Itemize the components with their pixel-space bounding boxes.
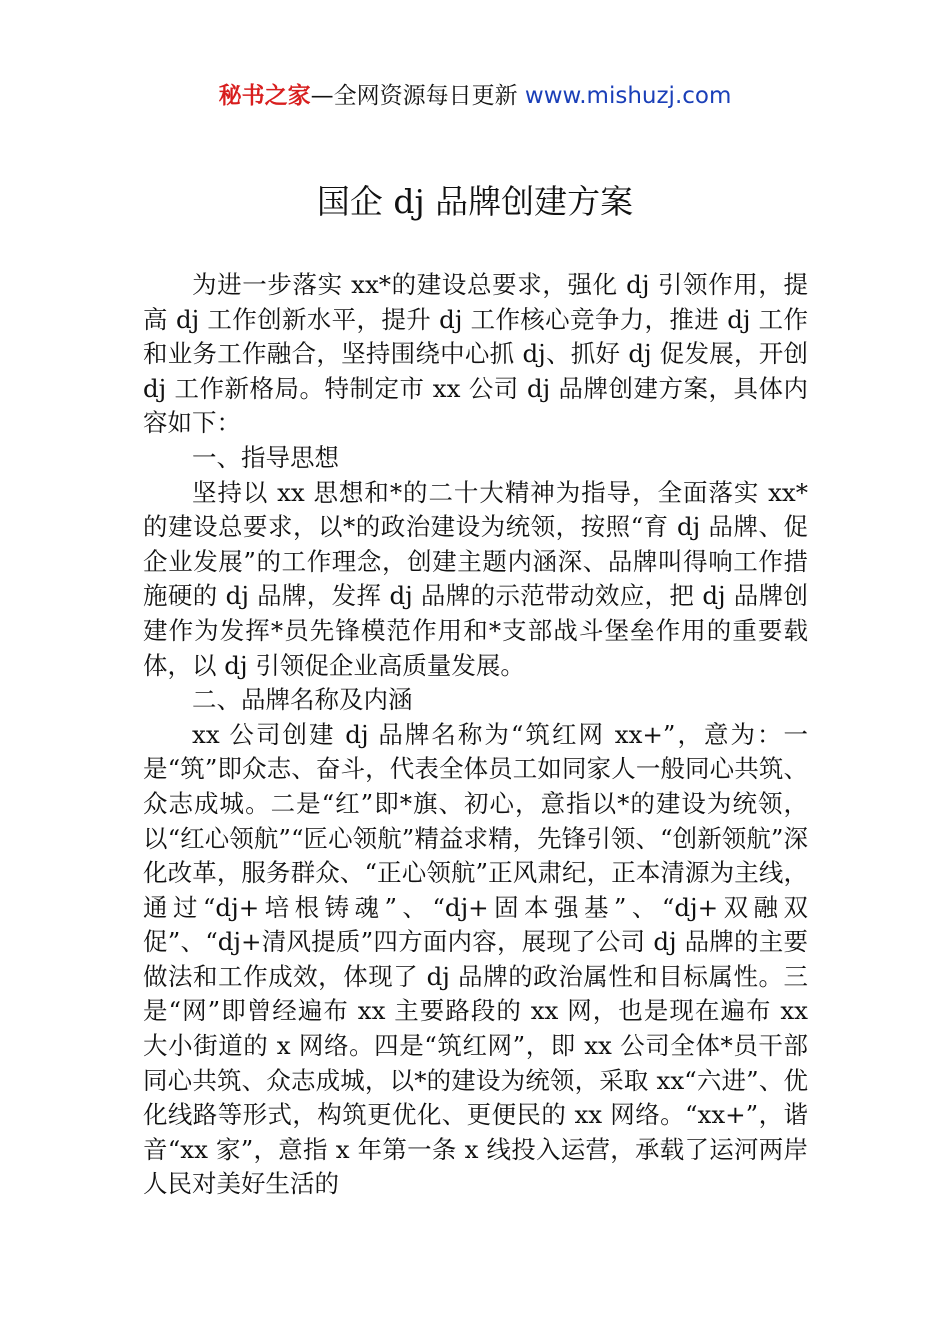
site-tagline: —全网资源每日更新	[310, 83, 525, 109]
guiding-ideology-paragraph: 坚持以 xx 思想和*的二十大精神为指导，全面落实 xx*的建设总要求，以*的政治建设为统领，按照“育 dj 品牌、促企业发展”的工作理念，创建主题内涵深、品牌叫得响工作措施硬的 dj 品牌，发挥 dj 品牌的示范带动效应，把 dj 品牌创建作为发挥*员先锋模范作用和*支部战斗堡垒作用的重要载体，以 dj 引领促企业高质量发展。	[143, 477, 808, 680]
intro-paragraph: 为进一步落实 xx*的建设总要求，强化 dj 引领作用，提高 dj 工作创新水平，提升 dj 工作核心竞争力，推进 dj 工作和业务工作融合，坚持围绕中心抓 dj、抓好 dj 促发展，开创 dj 工作新格局。特制定市 xx 公司 dj 品牌创建方案，具体内容如下：	[143, 270, 808, 438]
document-body	[143, 268, 808, 1202]
section-heading-brand-name: 二、品牌名称及内涵	[192, 685, 413, 715]
brand-name-paragraph: xx 公司创建 dj 品牌名称为“筑红网 xx+”，意为：一是“筑”即众志、奋斗，代表全体员工如同家人一般同心共筑、众志成城。二是“红”即*旗、初心，意指以*的建设为统领，以“红心领航”“匠心领航”精益求精，先锋引领、“创新领航”深化改革，服务群众、“正心领航”正风肃纪，正本清源为主线，通过“dj+培根铸魂”、“dj+固本强基”、“dj+双融双促”、“dj+清风提质”四方面内容，展现了公司 dj 品牌的主要做法和工作成效，体现了 dj 品牌的政治属性和目标属性。三是“网”即曾经遍布 xx 主要路段的 xx 网，也是现在遍布 xx 大小街道的 x 网络。四是“筑红网”，即 xx 公司全体*员干部同心共筑、众志成城，以*的建设为统领，采取 xx“六进”、优化线路等形式，构筑更优化、更便民的 xx 网络。“xx+”，谐音“xx 家”，意指 x 年第一条 x 线投入运营，承载了运河两岸人民对美好生活的	[143, 719, 808, 1199]
site-url-link[interactable]: www.mishuzj.com	[524, 83, 732, 109]
site-header	[0, 80, 950, 112]
document-title: 国企 dj 品牌创建方案	[316, 182, 634, 221]
site-name: 秘书之家	[218, 83, 311, 109]
section-heading-guiding-ideology: 一、指导思想	[192, 442, 339, 472]
